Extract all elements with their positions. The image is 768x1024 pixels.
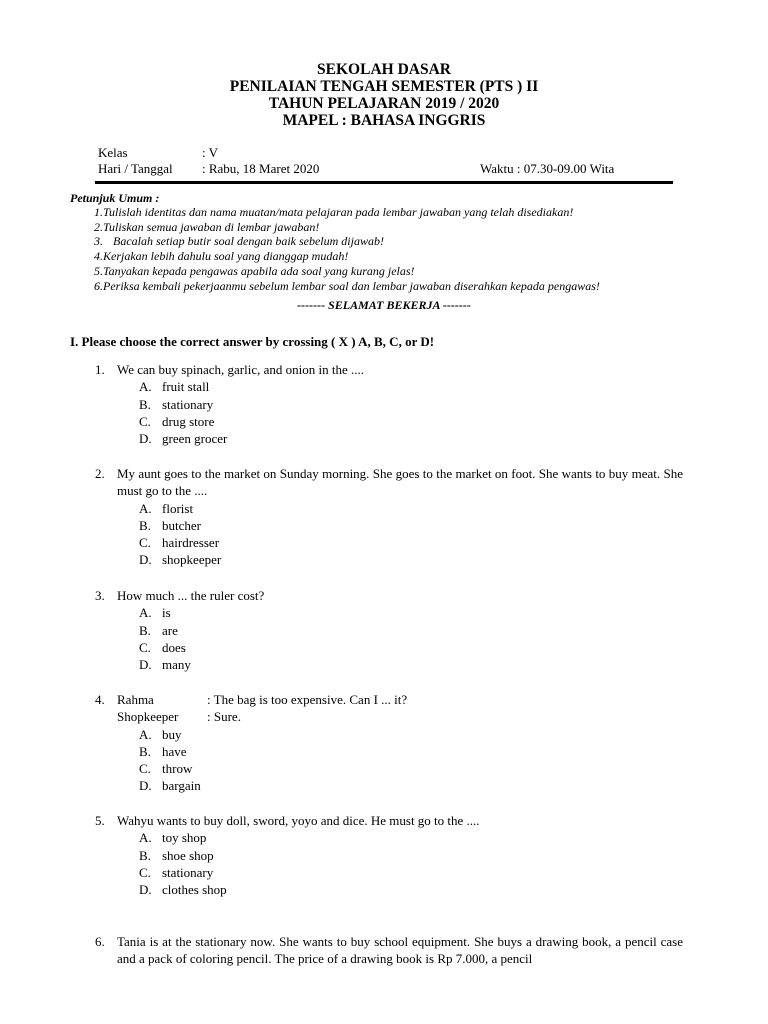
option-c[interactable] (139, 760, 683, 777)
option-b[interactable] (139, 622, 683, 639)
question-text: Tania is at the stationary now. She wants to buy school equipment. She buys a drawing book, a pencil case and a pack of coloring pencil. The price of a drawing book is Rp 7.000, a pencil (117, 934, 683, 967)
option-c[interactable] (139, 534, 683, 551)
option-letter: D. (139, 657, 152, 673)
option-letter: B. (139, 517, 151, 533)
petunjuk-item-number: 3. (94, 234, 103, 249)
option-b[interactable] (139, 743, 683, 760)
info-kelas (98, 145, 218, 161)
option-letter: D. (139, 778, 152, 794)
option-text: toy shop (162, 830, 207, 846)
question-6 (95, 933, 683, 968)
option-a[interactable] (139, 726, 683, 743)
option-text: green grocer (162, 431, 228, 447)
dialog-line (117, 708, 683, 725)
header-exam-title: PENILAIAN TENGAH SEMESTER (PTS ) II (229, 78, 539, 95)
option-text: have (162, 743, 187, 759)
question-text: How much ... the ruler cost? (117, 588, 265, 603)
question-number: 4. (95, 692, 105, 707)
option-letter: C. (139, 639, 151, 655)
option-letter: B. (139, 396, 151, 412)
option-list (139, 378, 683, 447)
option-letter: A. (139, 830, 152, 846)
option-letter: A. (139, 500, 152, 516)
option-list (139, 500, 683, 569)
option-d[interactable] (139, 430, 683, 447)
option-c[interactable] (139, 639, 683, 656)
selamat-bekerja: ------- SELAMAT BEKERJA ------- (297, 298, 471, 312)
option-b[interactable] (139, 847, 683, 864)
petunjuk-item: 5.Tanyakan kepada pengawas apabila ada soal yang kurang jelas! (94, 263, 415, 278)
info-waktu: Waktu : 07.30-09.00 Wita (480, 161, 615, 176)
option-letter: B. (139, 743, 151, 759)
option-letter: B. (139, 847, 151, 863)
question-text: We can buy spinach, garlic, and onion in the .... (117, 362, 364, 377)
header-school: SEKOLAH DASAR (317, 61, 451, 78)
header-subject: MAPEL : BAHASA INGGRIS (282, 112, 486, 129)
petunjuk-item: 1.Tulislah identitas dan nama muatan/mata pelajaran pada lembar jawaban yang telah disediakan! (94, 205, 574, 219)
option-text: stationary (162, 864, 214, 880)
option-letter: A. (139, 379, 152, 395)
option-list (139, 829, 683, 898)
option-a[interactable] (139, 500, 683, 517)
option-text: is (162, 605, 171, 621)
option-d[interactable] (139, 777, 683, 794)
question-number: 5. (95, 813, 105, 828)
option-b[interactable] (139, 396, 683, 413)
question-3 (95, 587, 683, 673)
petunjuk-title: Petunjuk Umum : (70, 191, 160, 205)
option-text: buy (162, 726, 182, 742)
option-letter: C. (139, 413, 151, 429)
dialog-text: : Sure. (207, 709, 241, 725)
petunjuk-item: 6.Periksa kembali pekerjaanmu sebelum lembar soal dan lembar jawaban diserahkan kepada pengawas! (94, 278, 600, 293)
option-text: drug store (162, 413, 215, 429)
petunjuk-list (94, 205, 600, 293)
option-letter: A. (139, 605, 152, 621)
option-letter: C. (139, 761, 151, 777)
option-text: hairdresser (162, 535, 220, 551)
header-academic-year: TAHUN PELAJARAN 2019 / 2020 (268, 95, 500, 112)
option-list (139, 604, 683, 673)
hari-label: Hari / Tanggal (98, 161, 173, 176)
option-text: throw (162, 761, 193, 777)
header-divider (95, 181, 673, 184)
option-text: shopkeeper (162, 552, 222, 568)
dialog-line (117, 691, 683, 708)
option-c[interactable] (139, 413, 683, 430)
question-2 (95, 465, 683, 569)
option-d[interactable] (139, 551, 683, 568)
option-text: does (162, 639, 186, 655)
option-c[interactable] (139, 864, 683, 881)
option-letter: C. (139, 864, 151, 880)
dialog-text: : The bag is too expensive. Can I ... it? (207, 692, 408, 707)
option-a[interactable] (139, 378, 683, 395)
option-text: fruit stall (162, 379, 210, 395)
question-number: 6. (95, 934, 105, 949)
option-a[interactable] (139, 604, 683, 621)
petunjuk-item: 2.Tuliskan semua jawaban di lembar jawaban! (94, 219, 320, 234)
option-text: clothes shop (162, 882, 227, 898)
option-text: bargain (162, 778, 201, 794)
option-a[interactable] (139, 829, 683, 846)
option-letter: D. (139, 431, 152, 447)
question-5 (95, 812, 683, 898)
option-letter: C. (139, 535, 151, 551)
question-number: 2. (95, 466, 105, 481)
option-text: are (162, 622, 178, 638)
question-text: My aunt goes to the market on Sunday morning. She goes to the market on foot. She wants to buy meat. She must go to the .... (117, 466, 683, 499)
option-list (139, 726, 683, 795)
kelas-value: : V (202, 145, 219, 160)
question-number: 1. (95, 362, 105, 377)
option-letter: D. (139, 552, 152, 568)
option-d[interactable] (139, 881, 683, 898)
dialog-speaker: Rahma (117, 692, 154, 707)
option-text: florist (162, 500, 194, 516)
kelas-label: Kelas (98, 145, 128, 160)
petunjuk-item (94, 234, 600, 249)
option-b[interactable] (139, 517, 683, 534)
option-d[interactable] (139, 656, 683, 673)
option-text: many (162, 657, 191, 673)
option-letter: A. (139, 726, 152, 742)
option-text: butcher (162, 517, 201, 533)
option-text: stationary (162, 396, 214, 412)
question-text: Wahyu wants to buy doll, sword, yoyo and dice. He must go to the .... (117, 813, 480, 828)
question-number: 3. (95, 588, 105, 603)
option-text: shoe shop (162, 847, 214, 863)
option-letter: D. (139, 882, 152, 898)
question-1 (95, 361, 683, 447)
petunjuk-item: 4.Kerjakan lebih dahulu soal yang dianggap mudah! (94, 249, 349, 264)
dialog-speaker: Shopkeeper (117, 709, 179, 725)
petunjuk-item-text: Bacalah setiap butir soal dengan baik sebelum dijawab! (113, 234, 384, 249)
question-4 (95, 691, 683, 795)
info-hari (98, 161, 319, 177)
section-instruction: I. Please choose the correct answer by crossing ( X ) A, B, C, or D! (70, 334, 435, 349)
hari-value: : Rabu, 18 Maret 2020 (202, 161, 320, 176)
option-letter: B. (139, 622, 151, 638)
